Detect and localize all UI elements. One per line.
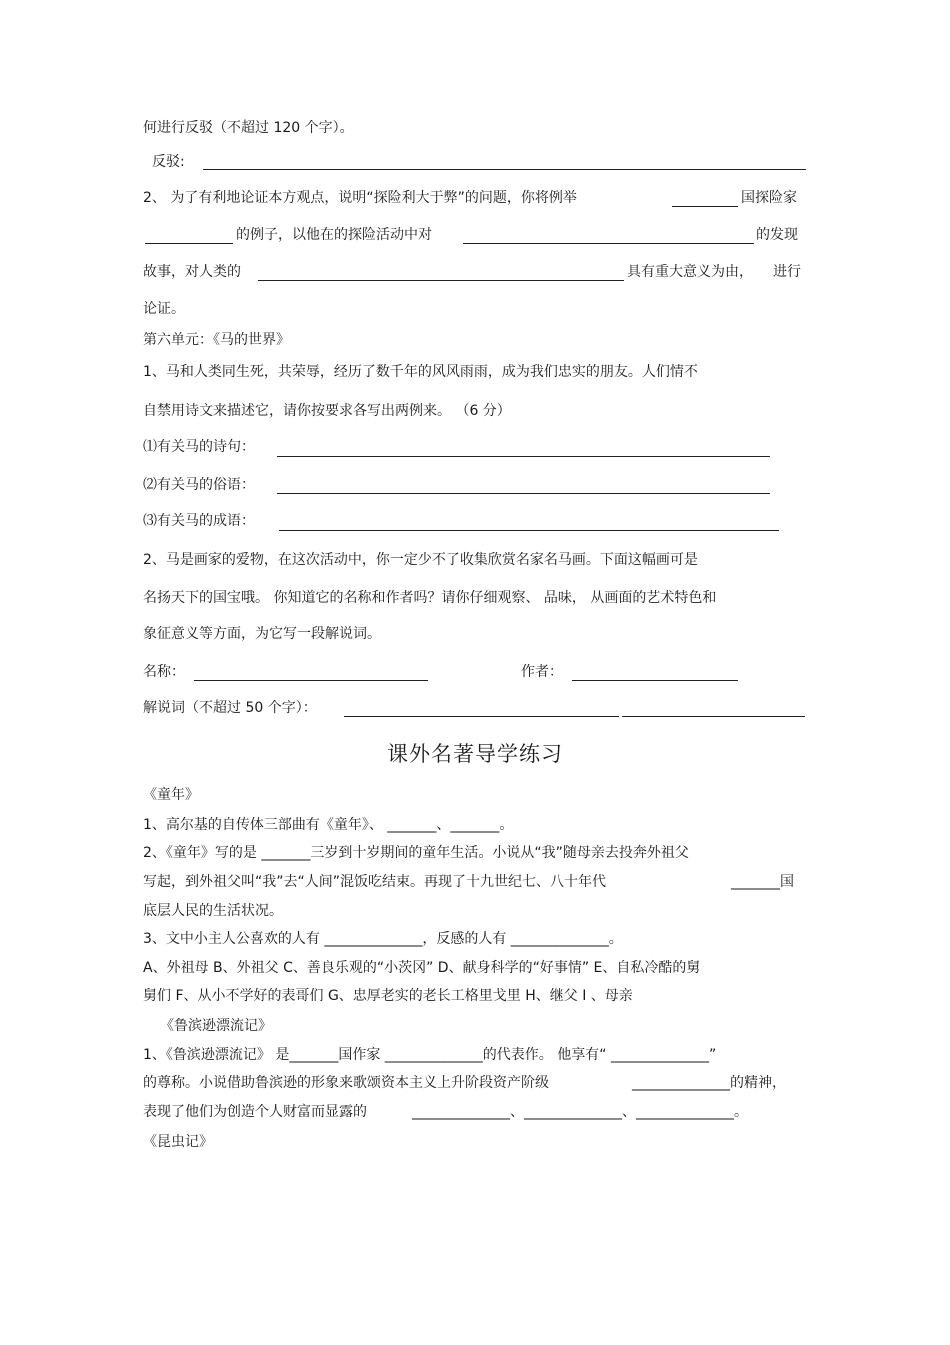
childhood-q3: 3、文中小主人公喜欢的人有 ______________，反感的人有 ______________。 (143, 931, 623, 947)
saying-label: ⑵有关马的俗语： (143, 477, 255, 493)
question-2-line-2: 的例子，以他在的探险活动中对 (236, 227, 432, 243)
question-2-line-2-tail: 的发现 (756, 227, 798, 243)
painting-author-label: 作者： (521, 664, 563, 680)
unit-6-q2-line-3: 象征意义等方面，为它写一段解说词。 (143, 626, 381, 642)
childhood-q2-line-1: 2、《童年》写的是 _______三岁到十岁期间的童年生活。小说从“我”随母亲去投奔外祖父 (143, 845, 689, 861)
idiom-blank[interactable] (279, 530, 779, 531)
unit-6-heading: 第六单元：《马的世界》 (143, 332, 290, 348)
unit-6-q1-line-1: 1、马和人类同生死，共荣辱，经历了数千年的风风雨雨，成为我们忠实的朋友。人们情不 (143, 364, 698, 380)
question-2-line-3-mid: 具有重大意义为由， (627, 264, 753, 280)
unit-6-q2-line-2: 名扬天下的国宝哦。 你知道它的名称和作者吗？请你仔细观察、 品味， 从画面的艺术特色和 (143, 590, 717, 606)
childhood-heading: 《童年》 (143, 787, 199, 803)
caption-label: 解说词（不超过 50 个字）： (143, 700, 317, 716)
childhood-q2-country: _______国 (731, 874, 794, 890)
explorer-blank[interactable] (145, 243, 233, 244)
crusoe-q1-spirit: ______________的精神， (632, 1075, 786, 1091)
unit-6-q1-line-2: 自禁用诗文来描述它，请你按要求各写出两例来。 （6 分） (143, 403, 511, 419)
childhood-options-line-2: 舅们 F、从小不学好的表哥们 G、忠厚老实的老长工格里戈里 H、继父 I 、母亲 (143, 988, 633, 1004)
crusoe-q1-line-3: 表现了他们为创造个人财富而显露的 (143, 1104, 367, 1120)
insects-heading: 《昆虫记》 (143, 1134, 213, 1150)
childhood-q1: 1、高尔基的自传体三部曲有《童年》、 _______、_______。 (143, 817, 514, 833)
crusoe-q1-line-1: 1、《鲁滨逊漂流记》 是_______国作家 ______________的代表作。 他享有“ ______________” (143, 1047, 717, 1063)
caption-blank-2[interactable] (622, 716, 805, 717)
significance-blank[interactable] (258, 280, 624, 281)
question-2-line-3: 故事，对人类的 (143, 264, 241, 280)
childhood-q2-line-3: 底层人民的生活状况。 (143, 903, 283, 919)
question-2-line-3-tail: 进行 (773, 264, 801, 280)
saying-blank[interactable] (277, 493, 770, 494)
crusoe-heading: 《鲁滨逊漂流记》 (160, 1018, 272, 1034)
section-title: 课外名著导学练习 (387, 742, 563, 766)
country-blank[interactable] (672, 206, 738, 207)
childhood-q2-line-2: 写起，到外祖父叫“我”去“人间”混饭吃结束。再现了十九世纪七、八十年代 (143, 874, 607, 890)
text-line: 何进行反驳（不超过 120 个字）。 (143, 120, 354, 136)
question-2-line-1: 2、 为了有利地论证本方观点，说明“探险利大于弊”的问题，你将例举 (143, 190, 577, 206)
question-2-line-4: 论证。 (143, 301, 185, 317)
caption-blank-1[interactable] (344, 716, 619, 717)
poem-label: ⑴有关马的诗句： (143, 439, 255, 455)
crusoe-q1-blanks: ______________、______________、______________。 (412, 1104, 748, 1120)
childhood-options-line-1: A、外祖母 B、外祖父 C、善良乐观的“小茨冈” D、献身科学的“好事情” E、自私冷酷的舅 (143, 960, 701, 976)
question-2-tail: 国探险家 (741, 190, 797, 206)
unit-6-q2-line-1: 2、马是画家的爱物，在这次活动中，你一定少不了收集欣赏名家名马画。下面这幅画可是 (143, 552, 698, 568)
poem-blank[interactable] (277, 456, 770, 457)
discovery-blank[interactable] (463, 243, 754, 244)
painting-author-blank[interactable] (572, 680, 738, 681)
painting-name-label: 名称： (143, 664, 185, 680)
rebuttal-label: 反驳: (152, 154, 185, 170)
crusoe-q1-line-2: 的尊称。小说借助鲁滨逊的形象来歌颂资本主义上升阶段资产阶级 (143, 1075, 549, 1091)
painting-name-blank[interactable] (194, 680, 428, 681)
rebuttal-blank[interactable] (203, 169, 806, 170)
idiom-label: ⑶有关马的成语： (143, 513, 255, 529)
